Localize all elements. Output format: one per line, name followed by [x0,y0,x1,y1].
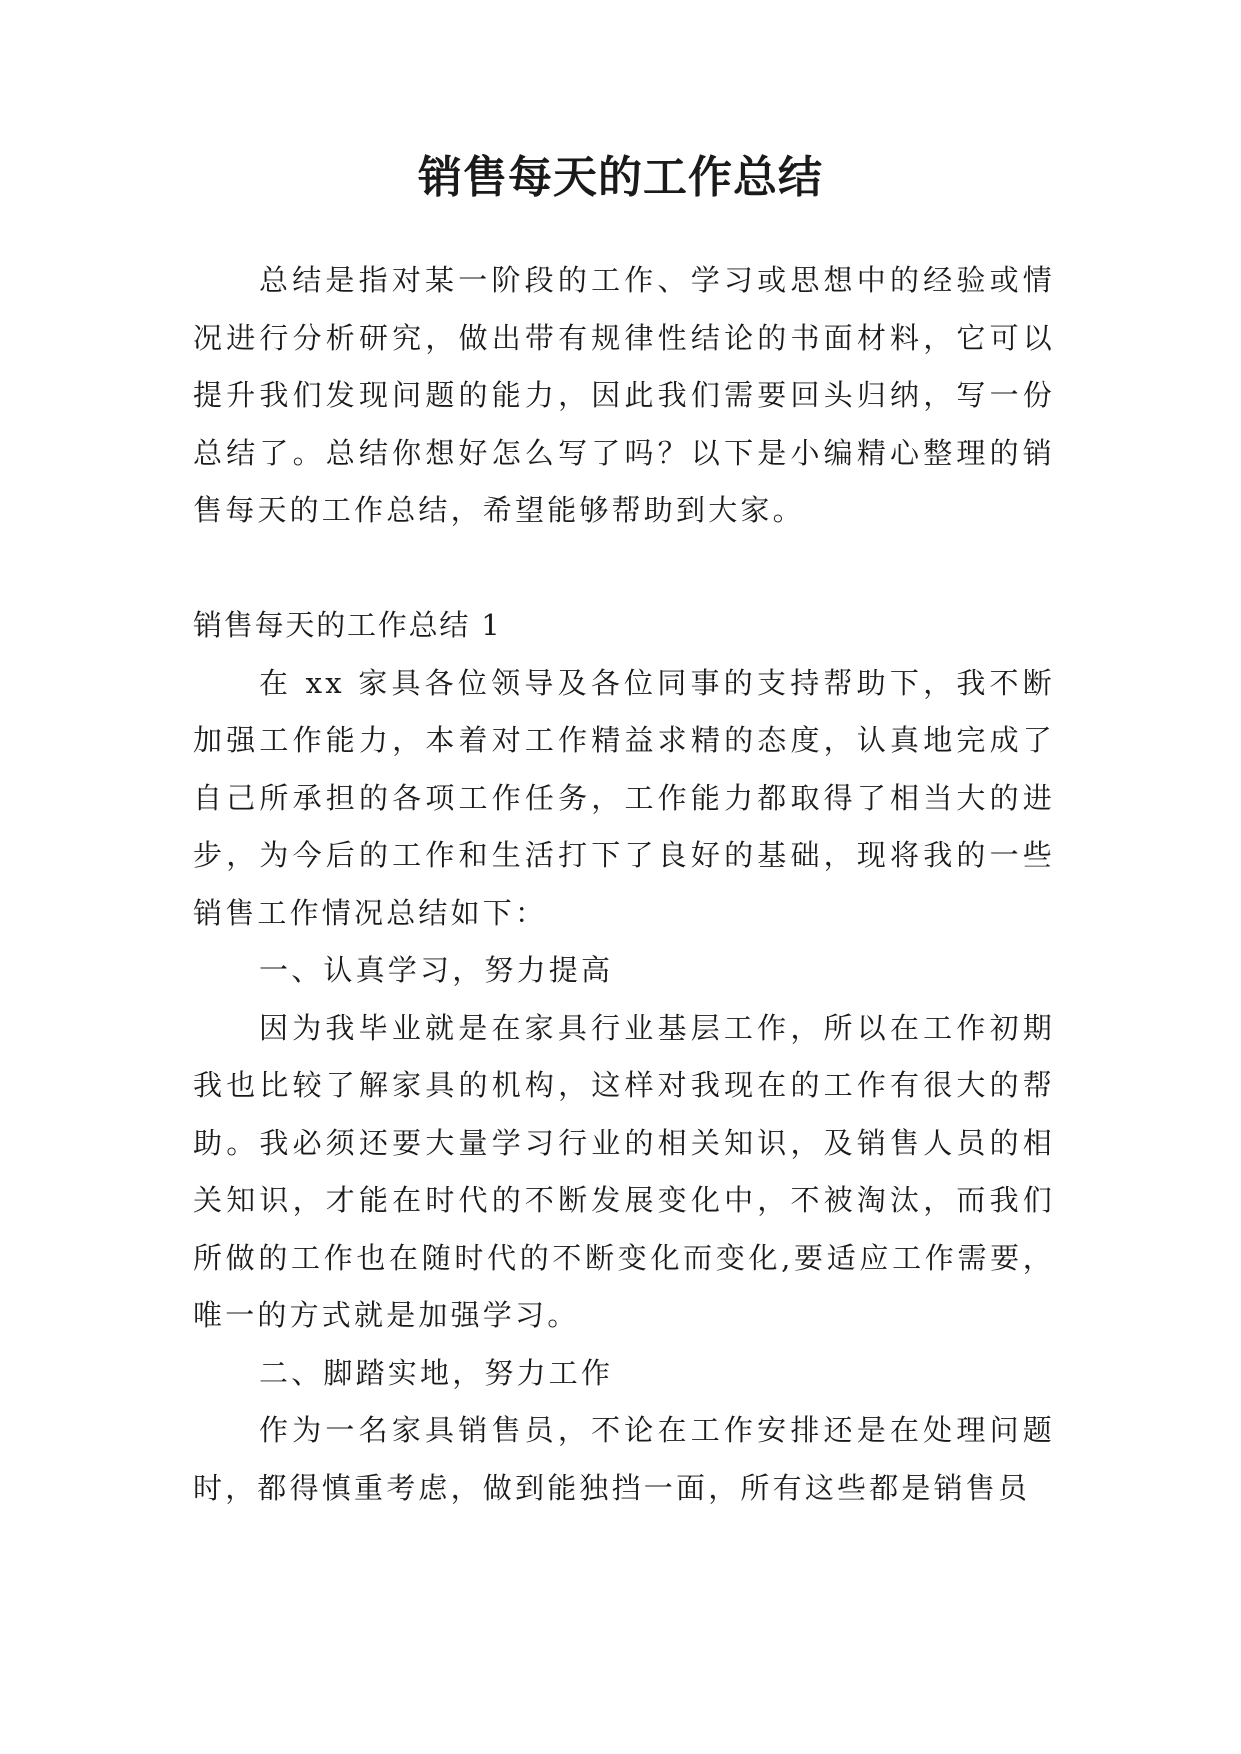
document-title: 销售每天的工作总结 [418,152,823,203]
subheading-study: 一、认真学习，努力提高 [259,953,614,987]
subheading-work: 二、脚踏实地，努力工作 [259,1355,614,1390]
body-paragraph: 因为我毕业就是在家具行业基层工作，所以在工作初期我也比较了解家具的机构，这样对我现在的工作有很大的帮助。我必须还要大量学习行业的相关知识，及销售人员的相关知识，才能在时代的不断发展变化中，不被淘汰，而我们所做的工作也在随时代的不断变化而变化,要适应工作需要，唯一的方式就是加强学习。 [193,1010,1055,1332]
intro-paragraph: 总结是指对某一阶段的工作、学习或思想中的经验或情况进行分析研究，做出带有规律性结论的书面材料，它可以提升我们发现问题的能力，因此我们需要回头归纳，写一份总结了。总结你想好怎么写了吗？以下是小编精心整理的销售每天的工作总结，希望能够帮助到大家。 [193,263,1055,527]
section-title: 销售每天的工作总结 1 [193,608,502,642]
body-paragraph: 作为一名家具销售员，不论在工作安排还是在处理问题时，都得慎重考虑，做到能独挡一面，所有这些都是销售员 [193,1413,1055,1505]
document-body [193,252,1055,1517]
body-paragraph: 在 xx 家具各位领导及各位同事的支持帮助下，我不断加强工作能力，本着对工作精益求精的态度，认真地完成了自己所承担的各项工作任务，工作能力都取得了相当大的进步，为今后的工作和生活打下了良好的基础，现将我的一些销售工作情况总结如下： [193,665,1055,930]
